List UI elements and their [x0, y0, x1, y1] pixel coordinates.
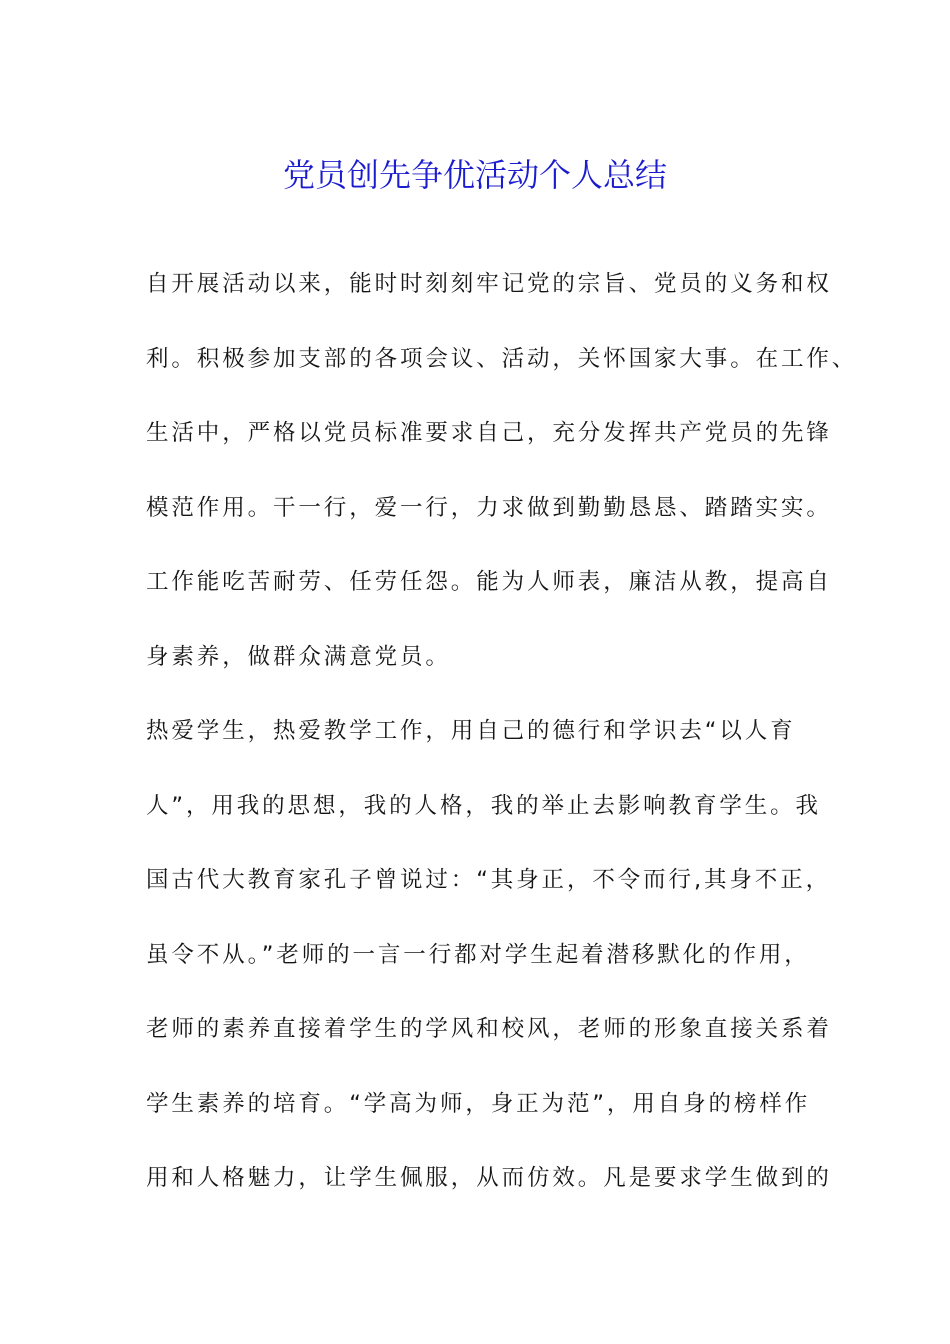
- body-line: 用和人格魅力，让学生佩服，从而仿效。凡是要求学生做到的: [146, 1165, 832, 1191]
- body-line: 学生素养的培育。“学高为师，身正为范”，用自身的榜样作: [146, 1090, 811, 1117]
- body-line: 生活中，严格以党员标准要求自己，充分发挥共产党员的先锋: [146, 420, 832, 446]
- body-line: 老师的素养直接着学生的学风和校风，老师的形象直接关系着: [146, 1016, 832, 1042]
- body-line: 工作能吃苦耐劳、任劳任怨。能为人师表，廉洁从教，提高自: [146, 569, 832, 595]
- body-line: 身素养，做群众满意党员。: [146, 643, 451, 670]
- body-line: 虽令不从。”老师的一言一行都对学生起着潜移默化的作用，: [146, 941, 810, 968]
- body-line: 自开展活动以来，能时时刻刻牢记党的宗旨、党员的义务和权: [146, 271, 832, 297]
- body-line: 国古代大教育家孔子曾说过：“其身正，不令而行,其身不正，: [146, 867, 832, 893]
- body-line: 人”，用我的思想，我的人格，我的举止去影响教育学生。我: [146, 792, 821, 819]
- body-line: 热爱学生，热爱教学工作，用自己的德行和学识去“以人育: [146, 718, 796, 744]
- document-body: [146, 258, 858, 1227]
- document-title: 党员创先争优活动个人总结: [282, 156, 667, 195]
- body-line: 利。积极参加支部的各项会议、活动，关怀国家大事。在工作、: [146, 345, 858, 372]
- body-line: 模范作用。干一行，爱一行，力求做到勤勤恳恳、踏踏实实。: [146, 494, 832, 521]
